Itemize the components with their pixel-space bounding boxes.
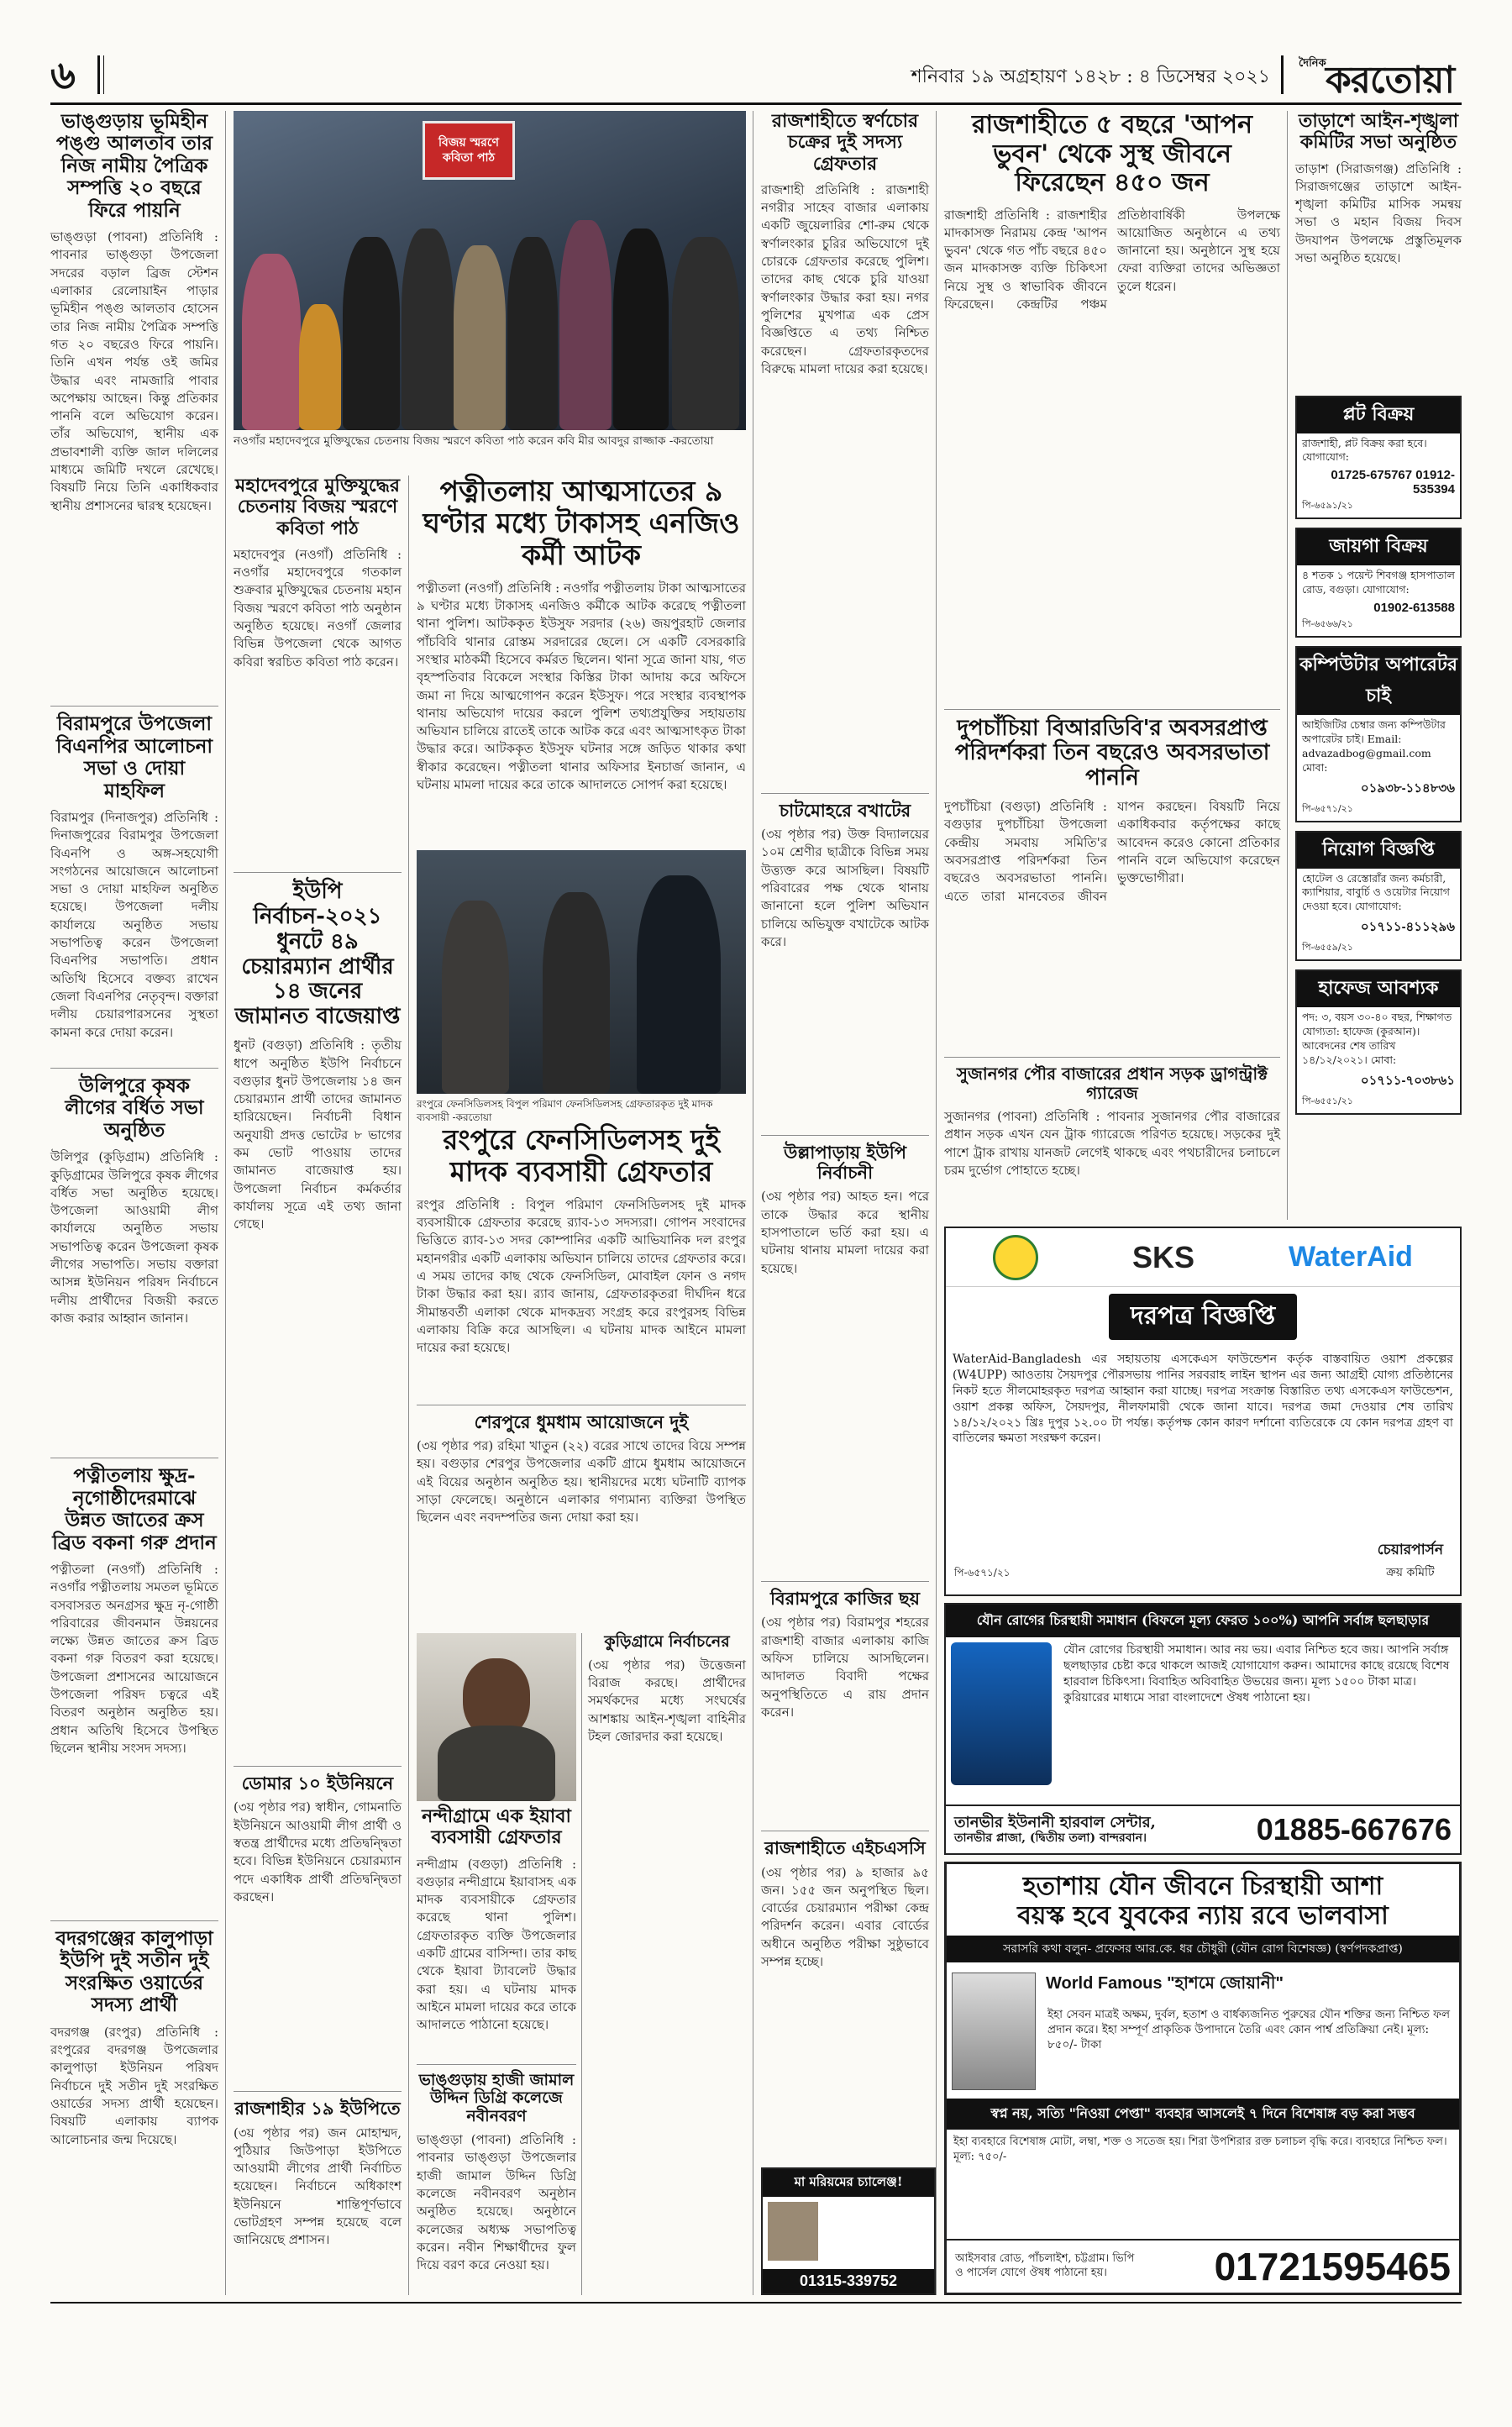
classified-title: কম্পিউটার অপারেটর চাই <box>1297 648 1460 715</box>
column-third <box>761 111 929 2295</box>
wateraid-logo: WaterAid <box>1288 1241 1413 1273</box>
column-right <box>1295 111 1462 1220</box>
classified-ref: পি-৬৫৫১/২১ <box>1302 1095 1353 1106</box>
story-headline: কুড়িগ্রামে নির্বাচনের <box>604 1632 730 1651</box>
header-date: শনিবার ১৯ অগ্রহায়ণ ১৪২৮ : ৪ ডিসেম্বর ২০২১ <box>911 66 1270 87</box>
story-body: রংপুর প্রতিনিধি : বিপুল পরিমাণ ফেনসিডিলসহ দুই মাদক ব্যবসায়ীকে গ্রেফতার করেছে র‍্যাব-১৩ সদস্যরা। গোপন সংবাদের ভিত্তিতে র‍্যাব-১৩ সদর কোম্পানির একটি আভিযানিক দল রংপুর মহানগরীর একটি এলাকায় অভিযান চালিয়ে তাদের গ্রেফতার করে। এ সময় তাদের কাছ থেকে ফেনসিডিল, মোবাইল ফোন ও নগদ টাকা উদ্ধার করা হয়। র‍্যাব জানায়, গ্রেফতারকৃতরা দীর্ঘদিন ধরে সীমান্তবর্তী এলাকা থেকে মাদকদ্রব্য সংগ্রহ করে রংপুরসহ বিভিন্ন এলাকায় বিক্রি করে আসছিল। এ ঘটনায় মাদক আইনে মামলা দায়ের করা হয়েছে। <box>417 1196 746 1356</box>
small-ad-image <box>768 2202 818 2261</box>
classified-ref: পি-৬৫৫৯/২১ <box>1302 942 1353 953</box>
tender-body: WaterAid-Bangladesh এর সহায়তায় এসকেএস ফাউন্ডেশন কর্তৃক বাস্তবায়িত ওয়াশ প্রকল্পের (W4UPP) আওতায় সৈয়দপুর পৌরসভায় পানির সরবরাহ লাইন স্থাপন এর জন্য আগ্রহী যোগ্য প্রতিষ্ঠানের নিকট হতে সীলমোহরকৃত দরপত্র আহ্বান করা যাচ্ছে। দরপত্র সংক্রান্ত বিস্তারিত তথ্য এসকেএস ফাউন্ডেশন, ওয়াশ প্রকল্প অফিস, সৈয়দপুর, নীলফামারী থেকে জানা যাবে। দরপত্র জমা দেওয়ার শেষ তারিখ ১৪/১২/২০২১ খ্রিঃ দুপুর ১২.০০ টা পর্যন্ত। কর্তৃপক্ষ কোন কারণ দর্শানো ব্যতিরেকে যে কোন দরপত্র গ্রহণ বা বাতিলের ক্ষমতা সংরক্ষণ করেন। <box>953 1353 1453 1446</box>
story-body: (৩য় পৃষ্ঠার পর) স্বাধীন, গোমনাতি ইউনিয়নে আওয়ামী লীগ প্রার্থী ও স্বতন্ত্র প্রার্থীদের মধ্যে প্রতিদ্বন্দ্বিতা হবে। বিভিন্ন ইউনিয়নে চেয়ারম্যান পদে একাধিক প্রার্থী প্রতিদ্বন্দ্বিতা করছেন। <box>234 1799 402 1904</box>
event-banner: বিজয় স্মরণে কবিতা পাঠ <box>423 121 515 180</box>
story-headline: দুপচাঁচিয়া বিআরডিবি'র অবসরপ্রাপ্ত পরিদর্শকরা তিন বছরেও অবসরভাতা পাননি <box>954 715 1270 791</box>
story-headline: উল্লাপাড়ায় ইউপি নির্বাচনী <box>783 1142 907 1184</box>
story-body: উলিপুর (কুড়িগ্রাম) প্রতিনিধি : কুড়িগ্রামের উলিপুরে কৃষক লীগের বর্ধিত সভা অনুষ্ঠিত হয়েছে। উপজেলা আওয়ামী লীগ কার্যালয়ে অনুষ্ঠিত সভায় সভাপতিত্ব করেন উপজেলা কৃষক লীগের সভাপতি। সভায় বক্তারা আসন্ন ইউনিয়ন পরিষদ নির্বাচনে দলীয় প্রার্থীদের বিজয়ী করতে কাজ করার আহ্বান জানান। <box>50 1149 218 1326</box>
photo-caption: নওগাঁর মহাদেবপুরে মুক্তিযুদ্ধের চেতনায় বিজয় স্মরণে কবিতা পাঠ করেন কবি মীর আবদুর রাজ্জাক -করতোয়া <box>234 434 714 448</box>
newspaper-logo <box>1294 50 1462 102</box>
main-story <box>417 475 746 845</box>
story-headline: রাজশাহীর ১৯ ইউপিতে <box>234 2098 401 2120</box>
story-body: (৩য় পৃষ্ঠার পর) উত্তেজনা বিরাজ করছে। প্রার্থীদের সমর্থকদের মধ্যে সংঘর্ষের আশঙ্কায় আইন-শৃঙ্খলা বাহিনীর টহল জোরদার করা হয়েছে। <box>588 1657 746 1745</box>
story-body: (৩য় পৃষ্ঠার পর) ৯ হাজার ৯৫ জন। ১৫৫ জন অনুপস্থিত ছিল। বোর্ডের চেয়ারম্যান পরীক্ষা কেন্দ্র পরিদর্শন করেন। এবার বোর্ডের অধীনে অনুষ্ঠিত পরীক্ষা সুষ্ঠুভাবে সম্পন্ন হচ্ছে। <box>761 1864 929 1970</box>
herbal-ad <box>944 1603 1462 1855</box>
classified-ad <box>1295 528 1462 638</box>
classified-text: পদ: ৩, বয়স ৩০-৪০ বছর, শিক্ষাগত যোগ্যতা: হাফেজ (কুরআন)। আবেদনের শেষ তারিখ ১৪/১২/২০২১। মোবা: <box>1302 1011 1452 1066</box>
tonic-ad-phone: 01721595465 <box>1214 2245 1451 2288</box>
tender-title: দরপত্র বিজ্ঞপ্তি <box>946 1294 1460 1340</box>
tonic-ad-footer: আইসবার রোড, পাঁচলাইশ, চট্টগ্রাম। ভিপি ও পার্সেল যোগে ঔষধ পাঠানো হয়। 01721595465 <box>947 2239 1459 2293</box>
story-headline: ডোমার ১০ ইউনিয়নে <box>241 1773 394 1794</box>
herbal-ad-phone: 01885-667676 <box>1256 1812 1452 1847</box>
story-body: নন্দীগ্রাম (বগুড়া) প্রতিনিধি : বগুড়ার নন্দীগ্রামে ইয়াবাসহ এক মাদক ব্যবসায়ীকে গ্রেফতার করেছে থানা পুলিশ। গ্রেফতারকৃত ব্যক্তি উপজেলার একটি গ্রামের বাসিন্দা। তার কাছ থেকে ইয়াবা ট্যাবলেট উদ্ধার করা হয়। এ ঘটনায় মাদক আইনে মামলা দায়ের করে তাকে আদালতে পাঠানো হয়েছে। <box>417 1856 576 2033</box>
tender-signer: চেয়ারপার্সন ক্রয় কমিটি <box>1377 1542 1443 1579</box>
story-headline: রাজশাহীতে এইচএসসি <box>764 1837 926 1859</box>
story-headline: ইউপি নির্বাচন-২০২১ ধুনটে ৪৯ চেয়ারম্যান প্রার্থীর ১৪ জনের জামানত বাজেয়াপ্ত <box>234 878 401 1030</box>
story-headline: বদরগঞ্জের কালুপাড়া ইউপি দুই সতীন দুই সংরক্ষিত ওয়ার্ডের সদস্য প্রার্থী <box>55 1927 213 2017</box>
story-body: ধুনট (বগুড়া) প্রতিনিধি : তৃতীয় ধাপে অনুষ্ঠিত ইউপি নির্বাচনে বগুড়ার ধুনট উপজেলায় ১৪ জন চেয়ারম্যান প্রার্থী তাদের জামানত হারিয়েছেন। নির্বাচনী বিধান অনুযায়ী প্রদত্ত ভোটের ৮ ভাগের কম ভোট পাওয়ায় তাদের জামানত বাজেয়াপ্ত হয়। উপজেলা নির্বাচন কর্মকর্তার কার্যালয় সূত্রে এই তথ্য জানা গেছে। <box>234 1038 402 1232</box>
arrest-photo <box>417 850 746 1094</box>
tender-logos <box>946 1228 1460 1287</box>
classified-title: প্লট বিক্রয় <box>1297 397 1460 433</box>
tonic-ad-title: হতাশায় যৌন জীবনে চিরস্থায়ী আশা <box>1022 1872 1383 1901</box>
story-headline: সুজানগর পৌর বাজারের প্রধান সড়ক ড্রাগন্ট্রাক্ট গ্যারেজ <box>956 1064 1268 1104</box>
page-number: ৬ <box>50 52 76 97</box>
classified-phone: ০১৯৩৮-১১৪৮৩৬ <box>1360 780 1455 796</box>
small-ad-title: মা মরিয়মের চ্যালেঞ্জ! <box>763 2169 934 2197</box>
main-headline: পত্নীতলায় আত্মসাতের ৯ ঘণ্টার মধ্যে টাকাসহ এনজিও কর্মী আটক <box>423 475 740 571</box>
classified-text: হোটেল ও রেস্তোরাঁর জন্য কর্মচারী, ক্যাশিয়ার, বাবুর্চি ও ওয়েটার নিয়োগ দেওয়া হবে। যোগাযোগ: <box>1302 871 1450 913</box>
classified-phone: 01902-613588 <box>1373 601 1455 616</box>
story-headline: উলিপুরে কৃষক লীগের বর্ধিত সভা অনুষ্ঠিত <box>65 1074 204 1142</box>
classified-ad <box>1295 646 1462 822</box>
story-body: (৩য় পৃষ্ঠার পর) জন মোহাম্মদ, পুঠিয়ার জিউপাড়া ইউপিতে আওয়ামী লীগের প্রার্থী নির্বাচিত হয়েছেন। নির্বাচনে অধিকাংশ ইউনিয়নে শান্তিপূর্ণভাবে ভোটগ্রহণ সম্পন্ন হয়েছে বলে জানিয়েছে প্রশাসন। <box>234 2125 402 2248</box>
classified-ad <box>1295 831 1462 962</box>
classified-ad <box>1295 396 1462 520</box>
main-body: পত্নীতলা (নওগাঁ) প্রতিনিধি : নওগাঁর পত্নীতলায় টাকা আত্মসাতের ৯ ঘণ্টার মধ্যে টাকাসহ এনজিও কর্মীকে আটক করেছে পত্নীতলা থানা পুলিশ। আটককৃত ইউসুফ সরদার (২৬) জয়পুরহাট জেলার পাঁচবিবি থানার রোস্তম সরদারের ছেলে। সে একটি বেসরকারি সংস্থার মাঠকর্মী হিসেবে কর্মরত ছিলেন। থানা সূত্রে জানা যায়, গত বৃহস্পতিবার বিকেলে সংস্থার কিস্তির টাকা আদায় করে অফিসে জমা না দিয়ে আত্মগোপন করেন ইউসুফ। পরে সংস্থার ব্যবস্থাপক থানায় অভিযোগ দায়ের করলে পুলিশ তথ্যপ্রযুক্তির সহায়তায় অভিযান চালিয়ে রাতেই তাকে আটক করে এবং আত্মসাৎকৃত টাকা উদ্ধার করে। আটককৃত ইউসুফ ঘটনার সঙ্গে জড়িত থাকার কথা স্বীকার করেছেন। পত্নীতলা থানার অফিসার ইনচার্জ জানান, এ ঘটনায় মামলা দায়ের করে তাকে আদালতে সোপর্দ করা হয়েছে। <box>417 580 746 793</box>
story-headline: নন্দীগ্রামে এক ইয়াবা ব্যবসায়ী গ্রেফতার <box>422 1805 571 1849</box>
column-left <box>50 111 218 2295</box>
classified-ref: পি-৬৫৭১/২১ <box>1302 802 1353 814</box>
herbal-ad-footer: তানভীর ইউনানী হারবাল সেন্টার, তানভীর প্লাজা, (দ্বিতীয় তলা) বান্দরবান। 01885-667676 <box>946 1804 1460 1853</box>
story-body: রাজশাহী প্রতিনিধি : রাজশাহী নগরীর সাহেব বাজার এলাকায় একটি জুয়েলারির শো-রুম থেকে স্বর্ণালংকার চুরির অভিযোগে দুই চোরকে গ্রেফতার করেছে পুলিশ। তাদের কাছ থেকে চুরি যাওয়া স্বর্ণালংকার উদ্ধার করা হয়। নগর পুলিশের মুখপাত্র এক প্রেস বিজ্ঞপ্তিতে এ তথ্য নিশ্চিত করেছেন। গ্রেফতারকৃতদের বিরুদ্ধে মামলা দায়ের করা হয়েছে। <box>761 181 929 376</box>
story-headline: শেরপুরে ধুমধাম আয়োজনে দুই <box>474 1410 689 1432</box>
herbal-ad-title: যৌন রোগের চিরস্থায়ী সমাধান (বিফলে মূল্য ফেরত ১০০%) আপনি সর্বাঙ্গ ছলছাড়ার <box>946 1605 1460 1637</box>
classified-ref: পি-৬৫৬৬/২১ <box>1302 618 1353 630</box>
story-body: ভাঙ্গুড়া (পাবনা) প্রতিনিধি : পাবনার ভাঙ্গুড়া উপজেলার হাজী জামাল উদ্দিন ডিগ্রি কলেজে নবীনবরণ অনুষ্ঠান অনুষ্ঠিত হয়েছে। অনুষ্ঠানে কলেজের অধ্যক্ষ সভাপতিত্ব করেন। নবীন শিক্ষার্থীদের ফুল দিয়ে বরণ করে নেওয়া হয়। <box>417 2132 576 2273</box>
tonic-ad-strip: স্বপ্ন নয়, সত্যি "নিওয়া পেপ্তা" ব্যবহার আসলেই ৭ দিনে বিশেষাঙ্গ বড় করা সম্ভব <box>947 2099 1459 2130</box>
tender-notice <box>944 1227 1462 1596</box>
classifieds-list <box>1295 396 1462 1115</box>
column-fourth <box>944 111 1280 1220</box>
story-body: (৩য় পৃষ্ঠার পর) আহত হন। পরে তাকে উদ্ধার করে স্থানীয় হাসপাতালে ভর্তি করা হয়। এ ঘটনায় থানায় মামলা দায়ের করা হয়েছে। <box>761 1189 929 1276</box>
column-second <box>234 475 402 2295</box>
story-body: (৩য় পৃষ্ঠার পর) উক্ত বিদ্যালয়ের ১০ম শ্রেণীর ছাত্রীকে বিভিন্ন সময় উত্ত্যক্ত করে আসছিল। বিষয়টি পরিবারের পক্ষ থেকে থানায় জানানো হলে পুলিশ অভিযান চালিয়ে অভিযুক্ত বখাটেকে আটক করে। <box>761 827 929 949</box>
tonic-ad-title2: বয়স্ক হবে যুবকের ন্যায় রবে ভালবাসা <box>1017 1900 1389 1931</box>
logo-main-text: করতোয়া <box>1326 59 1455 102</box>
story-body: দুপচাঁচিয়া (বগুড়া) প্রতিনিধি : বগুড়ার দুপচাঁচিয়া উপজেলা কেন্দ্রীয় সমবায় সমিতি'র অবসরপ্রাপ্ত পরিদর্শকরা তিন বছরেও অবসরভাতা পাননি। এতে তারা মানবেতর জীবন যাপন করছেন। বিষয়টি নিয়ে একাধিকবার কর্তৃপক্ষের কাছে আবেদন করেও কোনো প্রতিকার পাননি বলে অভিযোগ করেছেন ভুক্তভোগীরা। <box>944 799 1280 904</box>
kurigram-story <box>588 1633 746 2295</box>
product-name: World Famous "হাশমে জোয়ানী" <box>1046 1974 1284 1993</box>
story-headline: ভাঙ্গুড়ায় ভূমিহীন পঙ্গু আলতাব তার নিজ নামীয় পৈত্রিক সম্পত্তি ২০ বছরে ফিরে পায়নি <box>55 110 213 222</box>
story-body: বদরগঞ্জ (রংপুর) প্রতিনিধি : রংপুরের বদরগঞ্জ উপজেলার কালুপাড়া ইউনিয়ন পরিষদ নির্বাচনে দুই সতীন দুই সংরক্ষিত ওয়ার্ডের সদস্য প্রার্থী হয়েছেন। বিষয়টি এলাকায় ব্যাপক আলোচনার জন্ম দিয়েছে। <box>50 2024 218 2147</box>
story-headline: মহাদেবপুরে মুক্তিযুদ্ধের চেতনায় বিজয় স্মরণে কবিতা পাঠ <box>235 475 400 539</box>
story-headline: বিরামপুরে উপজেলা বিএনপির আলোচনা সভা ও দোয়া মাহফিল <box>55 712 213 802</box>
story-body: (৩য় পৃষ্ঠার পর) রহিমা খাতুন (২২) বরের সাথে তাদের বিয়ে সম্পন্ন হয়। বগুড়ার শেরপুর উপজেলার একটি গ্রামে ধুমধাম আয়োজনে এই বিয়ের অনুষ্ঠান অনুষ্ঠিত হয়। স্থানীয়দের মধ্যে ঘটনাটি ব্যাপক সাড়া ফেলেছে। অনুষ্ঠানে এলাকার গণ্যমান্য ব্যক্তিরা উপস্থিত ছিলেন এবং নবদম্পতির জন্য দোয়া করা হয়। <box>417 1438 746 1526</box>
doctor-photo <box>952 1973 1036 2090</box>
story-body: পত্নীতলা (নওগাঁ) প্রতিনিধি : নওগাঁর পত্নীতলায় সমতল ভূমিতে বসবাসরত অনগ্রসর ক্ষুদ্র নৃ-গোষ্ঠী পরিবারের জীবনমান উন্নয়নের লক্ষ্যে উন্নত জাতের ক্রস ব্রিড বকনা গরু বিতরণ করা হয়েছে। উপজেলা প্রশাসনের আয়োজনে উপজেলা পরিষদ চত্বরে এই বিতরণ অনুষ্ঠান অনুষ্ঠিত হয়। প্রধান অতিথি হিসেবে উপস্থিত ছিলেন স্থানীয় সংসদ সদস্য। <box>50 1562 218 1756</box>
classified-ad <box>1295 969 1462 1115</box>
classified-title: জায়গা বিক্রয় <box>1297 529 1460 565</box>
nandigram-story <box>417 1806 576 2295</box>
story-headline: ভাঙ্গুড়ায় হাজী জামাল উদ্দিন ডিগ্রি কলেজে নবীনবরণ <box>418 2070 575 2126</box>
page-header <box>50 50 1462 102</box>
photo-caption: রংপুরে ফেনসিডিলসহ বিপুল পরিমাণ ফেনসিডিলসহ গ্রেফতারকৃত দুই মাদক ব্যবসায়ী -করতোয়া <box>417 1098 713 1124</box>
classified-ref: পি-৬৫৯১/২১ <box>1302 500 1353 512</box>
tonic-ad-body2: ইহা ব্যবহারে বিশেষাঙ্গ মোটা, লম্বা, শক্ত ও সতেজ হয়। শিরা উপশিরার রক্ত চলাচল বৃদ্ধি করে। ব্যবহারে নিশ্চিত ফল। মূল্য: ৭৫০/- <box>953 2135 1447 2163</box>
event-photo <box>234 111 746 430</box>
product-image <box>951 1642 1052 1785</box>
story-body: তাড়াশ (সিরাজগঞ্জ) প্রতিনিধি : সিরাজগঞ্জের তাড়াশে আইন-শৃঙ্খলা কমিটির মাসিক সমন্বয় সভা ও মহান বিজয় দিবস উদযাপন উপলক্ষে প্রস্তুতিমূলক সভা অনুষ্ঠিত হয়েছে। <box>1295 160 1462 266</box>
classified-text: রাজশাহী, প্লট বিক্রয় করা হবে। যোগাযোগ: <box>1302 436 1427 464</box>
classified-title: নিয়োগ বিজ্ঞপ্তি <box>1297 833 1460 869</box>
story-headline: তাড়াশে আইন-শৃঙ্খলা কমিটির সভা অনুষ্ঠিত <box>1298 110 1459 154</box>
story-headline: বিরামপুরে কাজির ছয় <box>769 1588 921 1610</box>
tonic-ad-body: ইহা সেবন মাত্রই অক্ষম, দুর্বল, হতাশ ও বার্ধক্যজনিত পুরুষের যৌন শক্তির জন্য নিশ্চিত ফল প্রদান করে। ইহা সম্পূর্ণ প্রাকৃতিক উপাদানে তৈরি এবং কোন পার্শ্ব প্রতিক্রিয়া নেই। মূল্য: ৮৫০/- টাকা <box>1047 2008 1451 2052</box>
story-body: ভাঙ্গুড়া (পাবনা) প্রতিনিধি : পাবনার ভাঙ্গুড়া উপজেলা সদরের বড়াল ব্রিজ স্টেশন এলাকার রেলোয়াইন পাড়ার ভূমিহীন পঙ্গু আলতাব হোসেন তার নিজ নামীয় পৈত্রিক সম্পত্তি গত ২০ বছরেও ফিরে পায়নি। তিনি এখন পর্যন্ত ওই জমির উদ্ধার এবং নামজারি পাবার অপেক্ষায় আছেন। কিন্তু প্রতিকার পাননি বলে অভিযোগ করেন। তাঁর অভিযোগ, স্থানীয় এক প্রভাবশালী ব্যক্তি জাল দলিলের মাধ্যমে জমিটি দখলে রেখেছে। বিষয়টি নিয়ে তিনি একাধিকবার স্থানীয় প্রশাসনের দ্বারস্থ হয়েছেন। <box>50 229 218 513</box>
story-headline: রাজশাহীতে ৫ বছরে 'আপন ভুবন' থেকে সুস্থ জীবনে ফিরেছেন ৪৫০ জন <box>971 110 1253 197</box>
classified-text: ৪ শতক ১ পয়েন্ট শিবগঞ্জ হাসপাতাল রোড, বগুড়া। যোগাযোগ: <box>1302 569 1455 596</box>
story-body: (৩য় পৃষ্ঠার পর) বিরামপুর শহরের রাজশাহী বাজার এলাকায় কাজি অফিস চালিয়ে আসছিলেন। আদালত বিবাদী পক্ষের অনুপস্থিতিতে এ রায় প্রদান করেন। <box>761 1615 929 1720</box>
classified-title: হাফেজ আবশ্যক <box>1297 971 1460 1007</box>
herbal-ad-body: যৌন রোগের চিরস্থায়ী সমাধান। আর নয় ভয়। এবার নিশ্চিত হবে জয়। আপনি সর্বাঙ্গ ছলছাড়ার চেষ্টা করে থাকলে আজই যোগাযোগ করুন। আমাদের কাছে রয়েছে বিশেষ হারবাল চিকিৎসা। বিবাহিত অবিবাহিত উভয়ের জন্য। মূল্য ১৫০০ টাকা মাত্র। কুরিয়ারের মাধ্যমে সারা বাংলাদেশে ঔষধ পাঠানো হয়। <box>1063 1643 1450 1705</box>
classified-phone: 01725-675767 01912-535394 <box>1331 468 1455 497</box>
classified-phone: ০১৭১১-৭০৩৮৬১ <box>1360 1073 1455 1088</box>
suspect-photo <box>417 1633 576 1801</box>
classified-text: আইজিটির চেম্বার জন্য কম্পিউটার অপারেটর চাই। Email: advazadbog@gmail.com মোবা: <box>1302 718 1446 774</box>
sks-logo: SKS <box>1131 1239 1194 1274</box>
story-headline: পত্নীতলায় ক্ষুদ্র-নৃগোষ্ঠীদেরমাঝে উন্নত জাতের ক্রস ব্রিড বকনা গরু প্রদান <box>52 1464 217 1554</box>
story-body: মহাদেবপুর (নওগাঁ) প্রতিনিধি : নওগাঁর মহাদেবপুরে গতকাল শুক্রবার মুক্তিযুদ্ধের চেতনায় মহান বিজয় স্মরণে কবিতা পাঠ অনুষ্ঠান অনুষ্ঠিত হয়েছে। নওগাঁ জেলার বিভিন্ন উপজেলা থেকে আগত কবিরা স্বরচিত কবিতা পাঠ করেন। <box>234 546 402 670</box>
story-headline: রাজশাহীতে স্বর্ণচোর চক্রের দুই সদস্য গ্রেফতার <box>771 110 919 175</box>
story-headline: রংপুরে ফেনসিডিলসহ দুই মাদক ব্যবসায়ী গ্রেফতার <box>443 1123 720 1188</box>
classified-phone: ০১৭১১-৪১১২৯৬ <box>1360 920 1455 935</box>
tender-ref: পি-৬৫৭১/২১ <box>954 1567 1011 1579</box>
story-body: বিরামপুর (দিনাজপুর) প্রতিনিধি : দিনাজপুরের বিরামপুর উপজেলা বিএনপি ও অঙ্গ-সহযোগী সংগঠনের আয়োজনে আলোচনা সভা ও দোয়া মাহফিল অনুষ্ঠিত হয়েছে। উপজেলা দলীয় কার্যালয়ে অনুষ্ঠিত সভায় সভাপতিত্ব করেন উপজেলা বিএনপির সভাপতি। প্রধান অতিথি হিসেবে বক্তব্য রাখেন জেলা বিএনপির নেতৃবৃন্দ। বক্তারা দলীয় চেয়ারপারসনের সুস্থতা কামনা করে দোয়া করেন। <box>50 809 218 1040</box>
tonic-ad-subtitle: সরাসরি কথা বলুন- প্রফেসর আর.কে. ধর চৌধুরী (যৌন রোগ বিশেষজ্ঞ) (স্বর্ণপদকপ্রাপ্ত) <box>947 1936 1459 1962</box>
seal-logo <box>993 1235 1038 1280</box>
story-body: সুজানগর (পাবনা) প্রতিনিধি : পাবনার সুজানগর পৌর বাজারের প্রধান সড়ক এখন যেন ট্রাক গ্যারেজে পরিণত হয়েছে। সড়কের দুই পাশে ট্রাক রাখায় যানজট লেগেই থাকছে এবং পথচারীদের চলাচলে চরম দুর্ভোগ পোহাতে হচ্ছে। <box>944 1109 1280 1179</box>
story-headline: চাটমোহরে বখাটের <box>779 799 911 821</box>
small-ad-phone: 01315-339752 <box>763 2269 934 2293</box>
logo-small-text: দৈনিক <box>1299 57 1326 70</box>
story-body: রাজশাহী প্রতিনিধি : রাজশাহীর মাদকাসক্ত নিরাময় কেন্দ্র 'আপন ভুবন' থেকে গত পাঁচ বছরে ৪৫০ জন মাদকাসক্ত ব্যক্তি চিকিৎসা নিয়ে সুস্থ ও স্বাভাবিক জীবনে ফিরেছেন। কেন্দ্রটির পঞ্চম প্রতিষ্ঠাবার্ষিকী উপলক্ষে আয়োজিত অনুষ্ঠানে এ তথ্য জানানো হয়। অনুষ্ঠানে সুস্থ হয়ে ফেরা ব্যক্তিরা তাদের অভিজ্ঞতা তুলে ধরেন। <box>944 207 1280 312</box>
small-ad <box>761 2167 936 2295</box>
tonic-ad <box>944 1862 1462 2295</box>
